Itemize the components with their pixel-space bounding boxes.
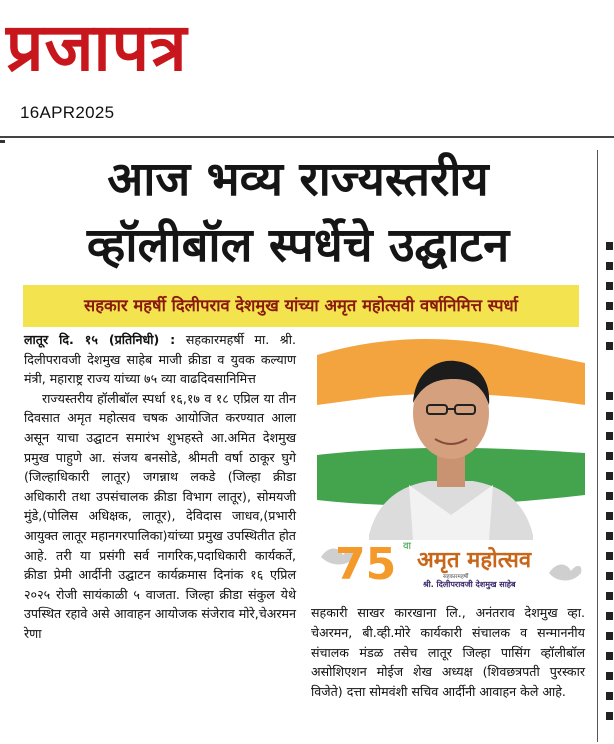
adjacent-column-fragment bbox=[604, 240, 614, 744]
article-paragraph-3: सहकारी साखर कारखाना लि., अनंतराव देशमुख व्हा. चेअरमन, बी.व्ही.मोरे कार्यकारी संचालक व सन्माननीय संचालक मंडळ तसेच लातूर जिल्हा पासिंग व्हॉलीबॉल असोशिएशन मोईज शेख अध्यक्ष (शिवछत्रपती पुरस्कार विजेते) दत्ता सोमवंशी सचिव आर्दीनी आवाहन केले आहे. bbox=[311, 605, 585, 700]
subheadline-banner: सहकार महर्षी दिलीपराव देशमुख यांच्या अमृत महोत्सवी वर्षानिमित्त स्पर्धा bbox=[23, 285, 579, 327]
greeting-photo bbox=[317, 335, 585, 593]
article-lead: सहकारमहर्षी मा. श्री. दिलीपरावजी देशमुख साहेब माजी क्रीडा व युवक कल्याण मंत्री, महाराष्ट्र राज्य यांच्या ७५ व्या वाढदिवसानिमित्त bbox=[24, 332, 296, 387]
article-paragraph-1 bbox=[24, 330, 296, 389]
column-rule bbox=[597, 150, 598, 742]
dove-icon-right bbox=[549, 565, 581, 581]
event-title: अमृत महोत्सव bbox=[417, 547, 532, 573]
left-crop-mark bbox=[0, 140, 5, 143]
headline-line-2: व्हॉलीबॉल स्पर्धेचे उद्घाटन bbox=[86, 218, 510, 273]
anniversary-suffix: वा bbox=[403, 541, 412, 552]
article-column-left bbox=[24, 330, 296, 644]
top-divider bbox=[0, 136, 614, 138]
article-paragraph-2: राज्यस्तरीय हॉलीबॉल स्पर्धा १६,१७ व १८ एप्रिल या तीन दिवसात अमृत महोत्सव चषक आयोजित करण्यात आला असून याचा उद्घाटन समारंभ शुभहस्ते आ.अमित देशमुख प्रमुख पाहुणे आ. संजय बनसोडे, श्रीमती वर्षा ठाकूर घुगे (जिल्हाधिकारी लातूर) जगन्नाथ लकडे (जिल्हा क्रीडा अधिकारी तथा उपसंचालक क्रीडा विभाग लातूर), सोमयजी मुंडे,(पोलिस अधिक्षक, लातूर), देविदास जाधव,(प्रभारी आयुक्त लातूर महानगरपालिका)यांच्या प्रमुख उपस्थितीत होत आहे. तरी या प्रसंगी सर्व नागरिक,पदाधिकारी कार्यकर्ते, क्रीडा प्रेमी आर्दीनी उद्घाटन कार्यक्रमास दिनांक १६ एप्रिल २०२५ रोजी सायंकाळी ५ वाजता. जिल्हा क्रीडा संकुल येथे उपस्थित रहावे असे आवाहन आयोजक संजेराव मोरे,चेअरमन रेणा bbox=[24, 390, 296, 641]
dateline: लातूर दि. १५ (प्रतिनिधी) : bbox=[24, 332, 176, 347]
adjacent-text-marks bbox=[604, 240, 614, 740]
headline-line-1: आज भव्य राज्यस्तरीय bbox=[107, 152, 489, 207]
article-column-right bbox=[311, 603, 585, 702]
person-name-caption: श्री. दिलीपरावजी देशमुख साहेब bbox=[423, 580, 516, 589]
photo-artwork bbox=[317, 335, 585, 593]
anniversary-number: 75 bbox=[335, 539, 397, 590]
publication-date: 16APR2025 bbox=[20, 103, 115, 122]
masthead-logo: प्रजापत्र bbox=[6, 8, 188, 86]
honorific-caption: सहकारमहर्षी bbox=[443, 574, 469, 580]
